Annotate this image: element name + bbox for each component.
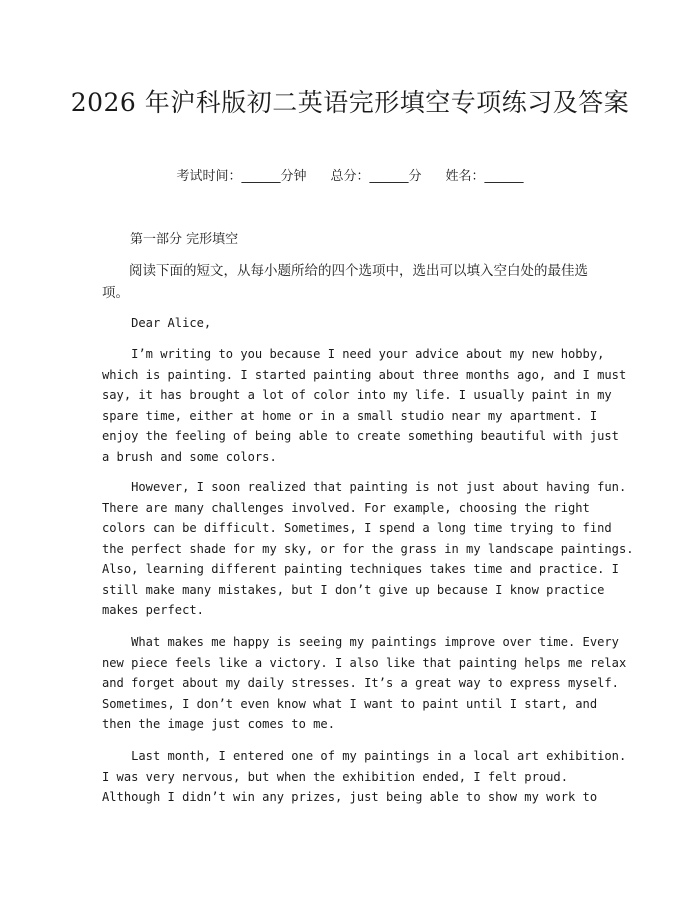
text-line: enjoy the feeling of being able to create something beautiful with just xyxy=(102,429,619,443)
text-line: spare time, either at home or in a small studio near my apartment. I xyxy=(102,408,598,423)
text-line: colors can be difficult. Sometimes, I spend a long time trying to find xyxy=(102,521,612,535)
text-line: and forget about my daily stresses. It’s a great way to express myself. xyxy=(102,676,619,690)
letter-salutation: Dear Alice, xyxy=(131,316,212,330)
student-name-field: 姓名：______ xyxy=(445,169,524,184)
text-line: I’m writing to you because I need your advice about my new hobby, xyxy=(102,347,605,361)
exam-info-line xyxy=(0,168,700,186)
text-line: I was very nervous, but when the exhibition ended, I felt proud. xyxy=(102,769,568,784)
text-line: the perfect shade for my sky, or for the grass in my landscape paintings. xyxy=(102,541,634,556)
document-title: 2026 年沪科版初二英语完形填空专项练习及答案 xyxy=(70,88,630,117)
text-line: makes perfect. xyxy=(102,603,204,617)
text-line: There are many challenges involved. For example, choosing the right xyxy=(102,500,590,515)
instructions-paragraph: 阅读下面的短文，从每小题所给的四个选项中，选出可以填入空白处的最佳选项。 xyxy=(102,263,588,301)
text-line: say, it has brought a lot of color into my life. I usually paint in my xyxy=(102,388,612,402)
text-line: then the image just comes to me. xyxy=(102,717,335,731)
text-line: which is painting. I started painting about three months ago, and I must xyxy=(102,367,627,382)
section-heading: 第一部分 完形填空 xyxy=(130,232,239,247)
text-line: Last month, I entered one of my paintings in a local art exhibition. xyxy=(102,749,627,763)
text-line: What makes me happy is seeing my paintings improve over time. Every xyxy=(102,635,619,649)
total-score-field: 总分：______分 xyxy=(330,169,422,184)
text-line: a brush and some colors. xyxy=(102,449,277,464)
exam-time-field: 考试时间：______分钟 xyxy=(176,169,307,184)
text-line: new piece feels like a victory. I also like that painting helps me relax xyxy=(102,655,627,670)
text-line: Although I didn’t win any prizes, just being able to show my work to xyxy=(102,790,598,804)
text-line: Also, learning different painting techniques takes time and practice. I xyxy=(102,562,619,576)
text-line: still make many mistakes, but I don’t give up because I know practice xyxy=(102,582,605,597)
text-line: However, I soon realized that painting is not just about having fun. xyxy=(102,480,627,494)
text-line: Sometimes, I don’t even know what I want to paint until I start, and xyxy=(102,696,598,711)
